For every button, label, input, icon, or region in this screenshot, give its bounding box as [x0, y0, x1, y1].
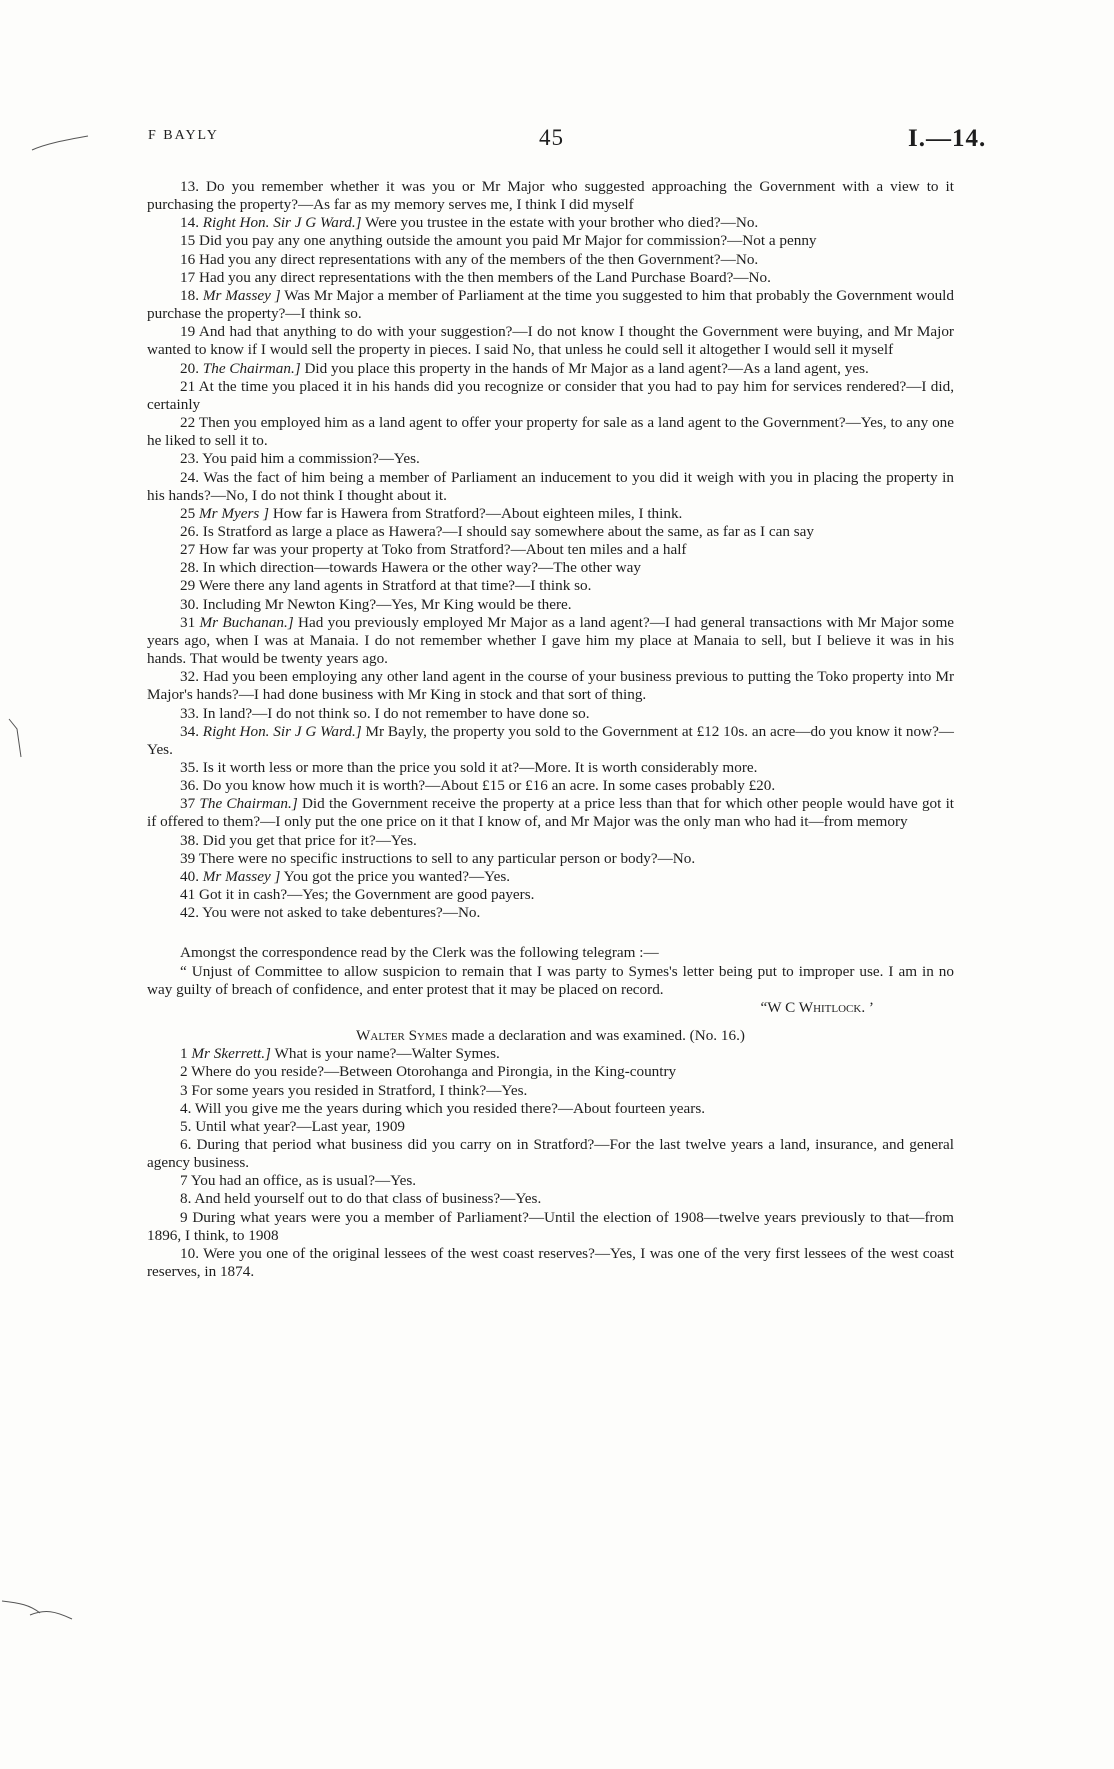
question-text: How far was your property at Toko from Stratford?—About ten miles and a half	[198, 541, 687, 559]
document-body	[147, 178, 954, 1281]
question-text: There were no specific instructions to sell to any particular person or body?—No.	[198, 849, 696, 867]
speaker-label: Mr Massey ]	[202, 867, 281, 885]
question-paragraph	[147, 777, 954, 795]
question-text: Is it worth less or more than the price you sold it at?—More. It is worth considerably more.	[202, 759, 758, 776]
question-text: Did the Government receive the property at a price less than that for which other people would have got it if offered to them?—I only put the one price on it that I know of, and Mr Major was the only man who had it—from memory	[147, 795, 955, 831]
question-number: 23.	[180, 450, 199, 468]
witness-name: Walter Symes	[356, 1027, 448, 1045]
question-number: 37	[180, 795, 196, 813]
question-number: 13.	[180, 178, 199, 195]
question-text: You were not asked to take debentures?—No.	[202, 904, 481, 922]
question-number: 24.	[180, 468, 199, 486]
speaker-label: The Chairman.]	[199, 795, 298, 813]
question-paragraph	[147, 450, 954, 468]
question-paragraph	[147, 214, 954, 232]
question-paragraph	[147, 1100, 954, 1118]
question-number: 17	[180, 268, 196, 286]
header-left: F BAYLY	[148, 128, 219, 143]
question-number: 10.	[180, 1244, 199, 1262]
speaker-label: Mr Buchanan.]	[199, 613, 294, 631]
question-text: Got it in cash?—Yes; the Government are good payers.	[198, 886, 535, 904]
question-number: 29	[180, 577, 196, 595]
question-text: Was the fact of him being a member of Parliament an inducement to you did it weigh with you in placing the property in his hands?—No, I do not think I thought about it.	[147, 468, 954, 504]
question-text: Then you employed him as a land agent to offer your property for sale as a land agent to the Government?—Yes, to any one he liked to sell it to.	[147, 414, 955, 450]
question-text: Did you get that price for it?—Yes.	[202, 831, 417, 849]
section-heading-text: made a declaration and was examined. (No. 16.)	[451, 1027, 745, 1045]
question-text: Had you any direct representations with any of the members of the then Government?—No.	[198, 250, 759, 268]
question-number: 4.	[180, 1099, 192, 1117]
question-paragraph	[147, 850, 954, 868]
question-text: Had you any direct representations with the then members of the Land Purchase Board?—No.	[198, 268, 771, 286]
question-number: 7	[180, 1172, 188, 1190]
question-paragraph	[147, 886, 954, 904]
question-paragraph	[147, 759, 954, 777]
correspondence-intro: Amongst the correspondence read by the Clerk was the following telegram :—	[180, 944, 659, 962]
margin-scribble	[30, 132, 90, 154]
speaker-label: Mr Skerrett.]	[191, 1045, 271, 1063]
question-text: Is Stratford as large a place as Hawera?—I should say somewhere about the same, as far as I can say	[202, 522, 814, 540]
question-number: 5.	[180, 1117, 192, 1135]
margin-scribble	[0, 1595, 75, 1625]
question-number: 38.	[180, 831, 199, 849]
question-paragraph	[147, 1118, 954, 1136]
question-paragraph	[147, 559, 954, 577]
speaker-label: Right Hon. Sir J G Ward.]	[202, 214, 362, 232]
question-number: 42.	[180, 904, 199, 922]
question-number: 36.	[180, 777, 199, 795]
question-number: 40.	[180, 867, 199, 885]
question-text: And had that anything to do with your suggestion?—I do not know I thought the Government were buying, and Mr Major wanted to know if I would sell the property in pieces. I said No, that unless he could sell it altogether I would sell it myself	[147, 323, 954, 359]
question-paragraph	[147, 378, 954, 414]
question-text: How far is Hawera from Stratford?—About eighteen miles, I think.	[272, 504, 683, 522]
question-text: Was Mr Major a member of Parliament at the time you suggested to him that probably the Government would purchase the property?—I think so.	[147, 286, 954, 323]
question-paragraph	[147, 1190, 954, 1208]
question-text: In which direction—towards Hawera or the other way?—The other way	[202, 559, 641, 577]
question-number: 30.	[180, 595, 199, 613]
question-paragraph	[147, 1172, 954, 1190]
question-number: 41	[180, 886, 196, 904]
question-text: Did you pay any one anything outside the amount you paid Mr Major for commission?—Not a penny	[198, 232, 817, 250]
question-paragraph	[147, 1245, 954, 1281]
question-paragraph	[147, 251, 954, 269]
question-paragraph	[147, 1045, 954, 1063]
question-number: 28.	[180, 559, 199, 577]
question-number: 25	[180, 504, 196, 522]
telegram-text: “ Unjust of Committee to allow suspicion to remain that I was party to Symes's letter being put to improper use. I am in no way guilty of breach of confidence, and enter protest that it may be placed on record.	[147, 962, 954, 998]
question-text: Did you place this property in the hands of Mr Major as a land agent?—As a land agent, yes.	[304, 359, 869, 377]
question-text: What is your name?—Walter Symes.	[274, 1045, 500, 1063]
question-paragraph	[147, 469, 954, 505]
question-text: Until what year?—Last year, 1909	[195, 1117, 406, 1135]
question-paragraph	[147, 287, 954, 323]
question-number: 21	[180, 377, 196, 395]
question-text: Including Mr Newton King?—Yes, Mr King would be there.	[202, 595, 572, 613]
question-text: Were there any land agents in Stratford at that time?—I think so.	[198, 577, 592, 595]
question-text: Do you know how much it is worth?—About £15 or £16 an acre. In some cases probably £20.	[202, 777, 776, 795]
question-paragraph	[147, 596, 954, 614]
telegram-signature: “W C Whitlock. ’	[760, 998, 874, 1016]
question-text: You paid him a commission?—Yes.	[202, 450, 420, 468]
question-number: 1	[180, 1045, 188, 1063]
question-text: Had you been employing any other land agent in the course of your business previous to putting the Toko property into Mr Major's hands?—I had done business with Mr King in stock and that sort of thing.	[147, 668, 955, 704]
question-paragraph	[147, 323, 954, 359]
question-paragraph	[147, 832, 954, 850]
question-number: 26.	[180, 522, 199, 540]
examination-symes	[147, 1045, 954, 1281]
question-number: 15	[180, 232, 196, 250]
question-number: 22	[180, 414, 196, 432]
speaker-label: Mr Myers ]	[198, 504, 270, 522]
question-paragraph	[147, 668, 954, 704]
question-paragraph	[147, 1063, 954, 1081]
question-text: Had you previously employed Mr Major as a land agent?—I had general transactions with Mr Major some years ago, when I was at Manaia. I do not remember whether I gave him my place at Manaia to sell, but I believe it was in his hands. That would be twenty years ago.	[147, 613, 955, 668]
section-heading	[147, 1027, 954, 1045]
question-text: At the time you placed it in his hands did you recognize or consider that you had to pay him for services rendered?—I did, certainly	[147, 377, 954, 413]
question-text: Mr Bayly, the property you sold to the Government at £12 10s. an acre—do you know it now?—Yes.	[147, 722, 954, 758]
question-paragraph	[147, 523, 954, 541]
question-paragraph	[147, 795, 954, 831]
question-text: Do you remember whether it was you or Mr Major who suggested approaching the Government with a view to it purchasing the property?—As far as my memory serves me, I think I did myself	[147, 178, 954, 214]
question-number: 32.	[180, 668, 199, 686]
question-paragraph	[147, 360, 954, 378]
examination-bayly	[147, 178, 954, 922]
question-number: 16	[180, 250, 196, 268]
question-paragraph	[147, 1136, 954, 1172]
question-number: 35.	[180, 759, 199, 776]
question-paragraph	[147, 705, 954, 723]
question-text: In land?—I do not think so. I do not remember to have done so.	[202, 704, 590, 722]
question-paragraph	[147, 1209, 954, 1245]
question-number: 39	[180, 849, 196, 867]
question-number: 31	[180, 613, 196, 631]
question-text: You got the price you wanted?—Yes.	[283, 867, 511, 885]
question-number: 14.	[180, 214, 199, 232]
question-paragraph	[147, 232, 954, 250]
question-text: And held yourself out to do that class of business?—Yes.	[194, 1190, 542, 1208]
question-paragraph	[147, 868, 954, 886]
document-reference: I.—14.	[908, 125, 987, 152]
question-number: 6.	[180, 1135, 192, 1153]
question-text: Where do you reside?—Between Otorohanga and Pirongia, in the King-country	[191, 1063, 677, 1081]
question-text: You had an office, as is usual?—Yes.	[190, 1172, 417, 1190]
question-number: 8.	[180, 1190, 192, 1208]
question-paragraph	[147, 904, 954, 922]
question-text: Were you one of the original lessees of the west coast reserves?—Yes, I was one of the very first lessees of the west coast reserves, in 1874.	[147, 1244, 954, 1281]
question-paragraph	[147, 614, 954, 668]
margin-scribble	[5, 715, 35, 760]
question-paragraph	[147, 414, 954, 450]
question-number: 34.	[180, 722, 199, 740]
speaker-label: The Chairman.]	[202, 359, 301, 377]
question-text: During that period what business did you carry on in Stratford?—For the last twelve years a land, insurance, and general agency business.	[147, 1135, 954, 1172]
question-text: Were you trustee in the estate with your brother who died?—No.	[365, 214, 759, 232]
question-paragraph	[147, 723, 954, 759]
question-number: 2	[180, 1063, 188, 1081]
question-text: During what years were you a member of Parliament?—Until the election of 1908—twelve years previously to that—from 1896, I think, to 1908	[147, 1208, 954, 1244]
question-text: For some years you resided in Stratford, I think?—Yes.	[191, 1081, 528, 1099]
question-number: 27	[180, 541, 196, 559]
question-paragraph	[147, 269, 954, 287]
question-number: 33.	[180, 704, 199, 722]
question-number: 3	[180, 1081, 188, 1099]
question-number: 18.	[180, 286, 199, 304]
question-text: Will you give me the years during which you resided there?—About fourteen years.	[194, 1099, 706, 1117]
speaker-label: Mr Massey ]	[202, 286, 281, 304]
question-paragraph	[147, 505, 954, 523]
question-paragraph	[147, 541, 954, 559]
question-number: 9	[180, 1208, 188, 1226]
question-paragraph	[147, 1082, 954, 1100]
page-number: 45	[539, 125, 564, 150]
question-number: 20.	[180, 359, 199, 377]
question-number: 19	[180, 323, 196, 341]
question-paragraph	[147, 577, 954, 595]
speaker-label: Right Hon. Sir J G Ward.]	[202, 722, 362, 740]
question-paragraph	[147, 178, 954, 214]
